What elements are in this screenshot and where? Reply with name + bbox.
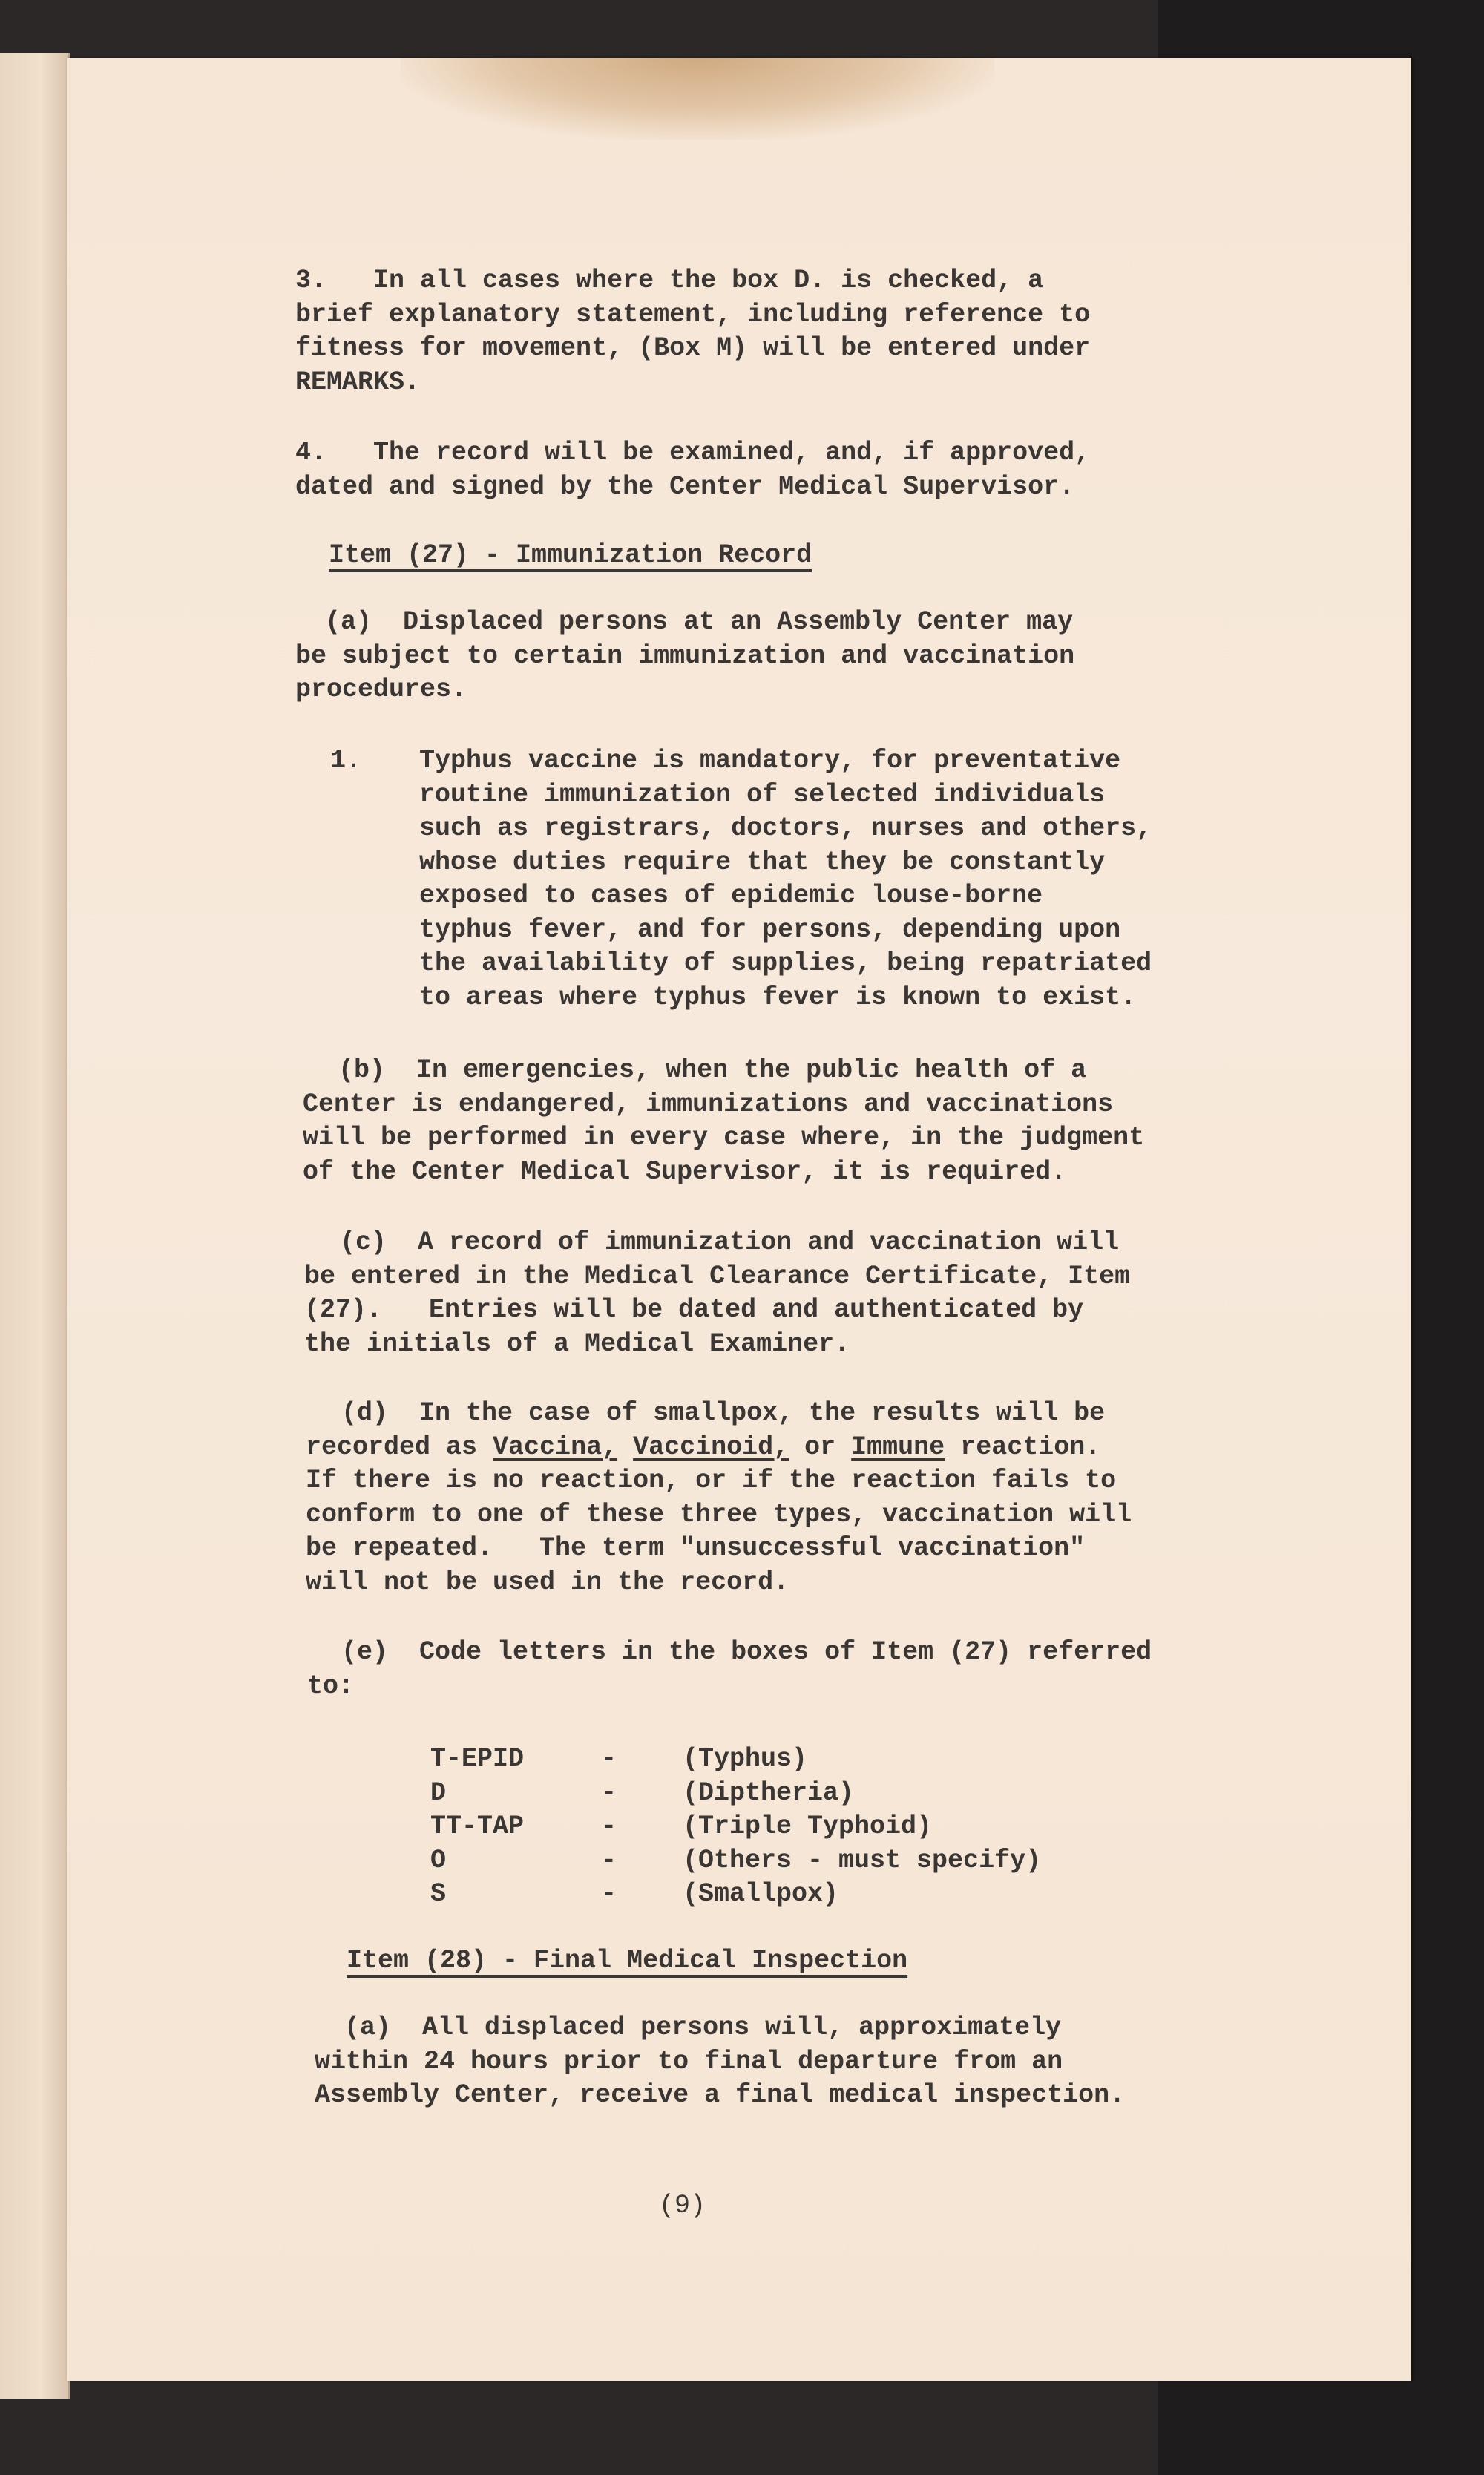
text-line: conform to one of these three types, vaccination will (306, 1499, 1132, 1530)
text-line: 3. In all cases where the box D. is checked, a (295, 266, 1044, 295)
code-letter: T-EPID (430, 1744, 525, 1774)
item-27-heading: Item (27) - Immunization Record (329, 540, 812, 570)
text-fragment: recorded as (306, 1432, 493, 1462)
term-vaccinoid: Vaccinoid, (633, 1432, 789, 1462)
text-line: be entered in the Medical Clearance Certificate, Item (304, 1261, 1131, 1291)
text-fragment: reaction. (945, 1432, 1101, 1462)
text-line: brief explanatory statement, including reference to (295, 299, 1091, 330)
code-description: (Smallpox) (683, 1879, 839, 1909)
item-27-paragraph-b (303, 1054, 1144, 1189)
code-row (430, 1878, 1041, 1912)
text-line: to areas where typhus fever is known to exist. (419, 982, 1137, 1012)
item-27-a-subitem-1 (419, 744, 1152, 1014)
text-line: fitness for movement, (Box M) will be entered under (295, 333, 1091, 363)
text-line: the initials of a Medical Examiner. (304, 1328, 850, 1359)
text-line: (27). Entries will be dated and authenticated by (304, 1295, 1084, 1325)
paragraph-4 (295, 436, 1090, 504)
text-line: (c) A record of immunization and vaccination will (340, 1227, 1120, 1257)
item-27-a-subitem-1-number: 1. (330, 746, 362, 776)
tape-stain (401, 58, 994, 140)
item-28-paragraph-a (315, 2011, 1125, 2113)
item-27-paragraph-d (306, 1397, 1132, 1599)
text-line: will be performed in every case where, in the judgment (303, 1123, 1145, 1153)
text-line: (a) Displaced persons at an Assembly Center may (325, 607, 1074, 637)
facing-page-edge (0, 53, 70, 2399)
term-immune: Immune (851, 1432, 945, 1462)
text-line: within 24 hours prior to final departure from an (315, 2046, 1063, 2076)
page-number: (9) (659, 2191, 706, 2220)
text-line: exposed to cases of epidemic louse-borne (419, 881, 1043, 911)
text-line: (e) Code letters in the boxes of Item (27) referred (341, 1637, 1152, 1667)
code-description: (Triple Typhoid) (683, 1812, 933, 1841)
code-letter: S (430, 1879, 447, 1909)
immunization-code-table (430, 1743, 1041, 1912)
code-dash: - (601, 1744, 617, 1774)
code-dash: - (601, 1845, 617, 1875)
code-dash: - (601, 1879, 617, 1909)
text-line: (a) All displaced persons will, approximately (344, 2013, 1062, 2042)
item-27-paragraph-c (304, 1226, 1130, 1361)
code-description: (Diptheria) (683, 1777, 855, 1808)
code-letter: D (430, 1777, 447, 1808)
paragraph-3 (295, 264, 1090, 399)
text-line: whose duties require that they be constantly (419, 847, 1106, 877)
text-line: Typhus vaccine is mandatory, for preventative (419, 746, 1121, 776)
text-line: dated and signed by the Center Medical Supervisor. (295, 471, 1075, 502)
text-line: typhus fever, and for persons, depending upon (419, 914, 1121, 945)
text-line: REMARKS. (295, 367, 421, 397)
item-28-heading: Item (28) - Final Medical Inspection (347, 1946, 908, 1976)
code-row (430, 1844, 1041, 1878)
text-line: Center is endangered, immunizations and vaccinations (303, 1089, 1114, 1119)
text-line: be repeated. The term "unsuccessful vaccination" (306, 1533, 1086, 1563)
code-row (430, 1777, 1041, 1811)
text-line: (b) In emergencies, when the public health of a (338, 1055, 1087, 1085)
code-description: (Others - must specify) (683, 1845, 1042, 1875)
text-line: to: (307, 1671, 355, 1701)
text-fragment: or (789, 1432, 852, 1462)
code-row (430, 1810, 1041, 1844)
code-dash: - (601, 1812, 617, 1841)
text-line: If there is no reaction, or if the reaction fails to (306, 1466, 1117, 1495)
code-description: (Typhus) (683, 1744, 808, 1774)
text-line: of the Center Medical Supervisor, it is required. (303, 1156, 1067, 1187)
text-line: Assembly Center, receive a final medical inspection. (315, 2080, 1126, 2110)
text-line: 4. The record will be examined, and, if approved, (295, 438, 1091, 468)
item-27-paragraph-a (295, 606, 1074, 707)
item-27-paragraph-e (307, 1636, 1152, 1703)
code-letter: O (430, 1845, 447, 1875)
text-line: be subject to certain immunization and vaccination (295, 640, 1075, 671)
term-vaccina: Vaccina, (493, 1432, 618, 1462)
code-row (430, 1743, 1041, 1777)
text-line: routine immunization of selected individuals (419, 779, 1106, 810)
code-letter: TT-TAP (430, 1812, 525, 1841)
text-line: procedures. (295, 675, 467, 704)
code-dash: - (601, 1777, 617, 1808)
text-line: the availability of supplies, being repatriated (419, 948, 1152, 978)
text-line: such as registrars, doctors, nurses and others, (419, 813, 1152, 843)
text-line: will not be used in the record. (306, 1567, 789, 1597)
text-line (306, 1431, 1100, 1465)
text-line: (d) In the case of smallpox, the results will be (341, 1398, 1106, 1428)
